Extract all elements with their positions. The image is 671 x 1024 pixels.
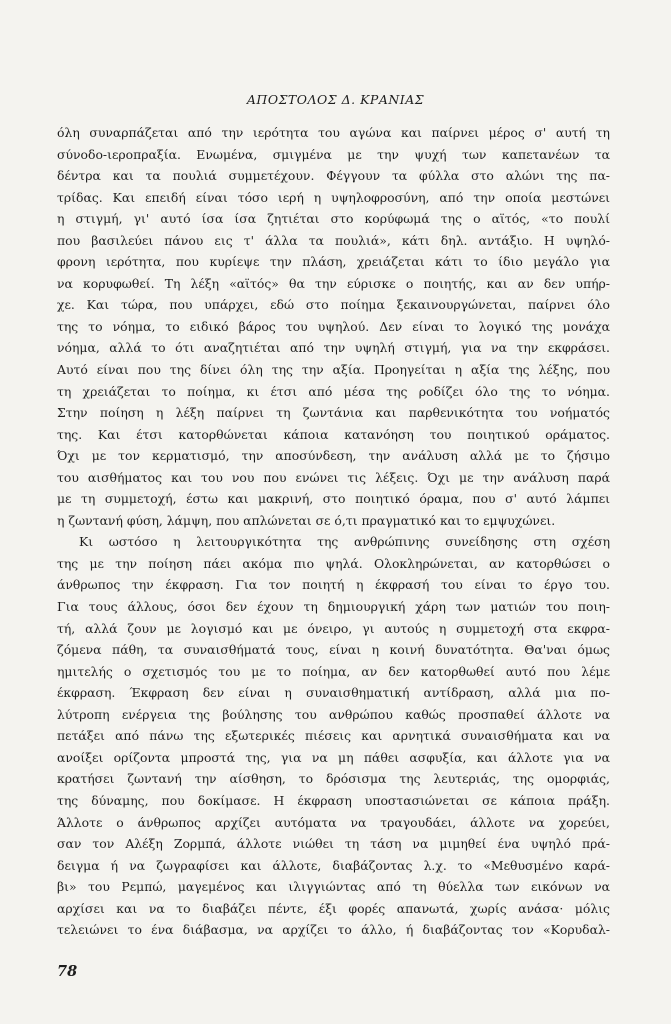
- body-text: [57, 122, 610, 941]
- text-line: όλη συναρπάζεται από την ιερότητα του αγώνα και παίρνει μέρος σ' αυτή τη: [57, 125, 610, 140]
- text-line: η ζωντανή φύση, λάμψη, που απλώνεται σε ό,τι πραγματικό και το εμψυχώνει.: [57, 512, 556, 528]
- text-line: Στην ποίηση η λέξη παίρνει τη ζωντάνια και παρθενικότητα του νοήματός: [57, 405, 610, 421]
- text-line: σαν τον Αλέξη Ζορμπά, άλλοτε νιώθει τη τάση να μιμηθεί ένα υψηλό πρά-: [57, 836, 610, 852]
- text-line: δειγμα ή να ζωγραφίσει και άλλοτε, διαβάζοντας λ.χ. το «Μεθυσμένο καρά-: [57, 857, 610, 873]
- text-line: τη χρειάζεται το ποίημα, κι έτσι από μέσα της ροδίζει όλο της το νόημα.: [57, 383, 610, 399]
- text-line: κρατήσει ζωντανή την αίσθηση, το δρόσισμα της λευτεριάς, της ομορφιάς,: [57, 771, 610, 787]
- text-line: Για τους άλλους, όσοι δεν έχουν τη δημιουργική χάρη των ματιών του ποιη-: [57, 599, 610, 615]
- text-line: ημιτελής ο σχετισμός του με το ποίημα, αν δεν κατορθωθεί αυτό που λέμε: [57, 663, 610, 679]
- text-line: σύνοδο-ιεροπραξία. Ενωμένα, σμιγμένα με την ψυχή των καπετανέων τα: [57, 146, 610, 162]
- text-line: Άλλοτε ο άνθρωπος αρχίζει αυτόματα να τραγουδάει, άλλοτε να χορεύει,: [57, 814, 610, 830]
- text-line: νόημα, αλλά το ότι αναζητιέται από την υψηλή στιγμή, για να την εκφράσει.: [57, 340, 610, 356]
- text-line: να κορυφωθεί. Τη λέξη «αϊτός» θα την εύρισκε ο ποιητής, και αν δεν υπήρ-: [57, 275, 610, 291]
- text-line: Αυτό είναι που της δίνει όλη της την αξία. Προηγείται η αξία της λέξης, που: [57, 362, 610, 378]
- text-line: αρχίσει και να το διαβάζει πέντε, έξι φορές απανωτά, χωρίς ανάσα· μόλις: [57, 900, 610, 916]
- text-line: η στιγμή, γι' αυτό ίσα ίσα ζητιέται στο κορύφωμά της ο αϊτός, «το πουλί: [57, 211, 610, 227]
- running-header: ΑΠΟΣΤΟΛΟΣ Δ. ΚΡΑΝΙΑΣ: [246, 92, 425, 107]
- text-line: Κι ωστόσο η λειτουργικότητα της ανθρώπινης συνείδησης στη σχέση: [79, 534, 610, 550]
- text-line: τελειώνει το ένα διάβασμα, να αρχίζει το άλλο, ή διαβάζοντας τον «Κορυδαλ-: [57, 922, 610, 938]
- text-line: ζόμενα πάθη, τα συναισθήματά τους, είναι η κοινή δυνατότητα. Θα'ναι όμως: [57, 642, 610, 658]
- text-line: βι» του Ρεμπώ, μαγεμένος και ιλιγγιώντας από τη θύελλα των εικόνων να: [57, 879, 610, 895]
- text-line: χε. Και τώρα, που υπάρχει, εδώ στο ποίημα ξεκαινουργώνεται, παίρνει όλο: [57, 297, 610, 313]
- text-line: πετάξει από πάνω της εξωτερικές πιέσεις και αρνητικά συναισθήματα και να: [57, 728, 610, 744]
- text-line: της με την ποίηση πάει ακόμα πιο ψηλά. Ολοκληρώνεται, αν κατορθώσει ο: [57, 555, 610, 571]
- text-line: που βασιλεύει πάνου εις τ' άλλα τα πουλιά», κάτι δηλ. αντάξιο. Η υψηλό-: [57, 232, 610, 248]
- text-line: με τη συμμετοχή, έστω και μακρινή, στο ποιητικό όραμα, που σ' αυτό λάμπει: [57, 491, 610, 507]
- text-line: ανοίξει ορίζοντα μπροστά της, για να μη πάθει ασφυξία, και άλλοτε για να: [57, 749, 610, 765]
- page-number: 78: [57, 963, 78, 980]
- text-line: δέντρα και τα πουλιά συμμετέχουν. Φέγγουν τα φύλλα στο αλώνι της πα-: [57, 168, 610, 184]
- text-line: τρίδας. Και επειδή είναι τόσο ιερή η υψηλοφροσύνη, από την οποία μεστώνει: [57, 189, 610, 205]
- text-line: της δύναμης, που δοκίμασε. Η έκφραση υποστασιώνεται σε κάποια πράξη.: [57, 792, 610, 808]
- text-line: της το νόημα, το ειδικό βάρος του υψηλού. Δεν είναι το λογικό της μονάχα: [57, 318, 610, 334]
- text-line: άνθρωπος την έκφραση. Για τον ποιητή η έκφρασή του είναι το έργο του.: [57, 577, 610, 593]
- text-line: τή, αλλά ζουν με λογισμό και με όνειρο, γι αυτούς η συμμετοχή στα εκφρα-: [57, 620, 610, 636]
- text-line: Όχι με τον κερματισμό, την αποσύνδεση, την ανάλυση αλλά με το ζήσιμο: [57, 448, 610, 464]
- text-line: λύτροπη ενέργεια της βούλησης του ανθρώπου καθώς προσπαθεί άλλοτε να: [57, 706, 610, 722]
- text-line: του αισθήματος και του νου που ενώνει τις λέξεις. Όχι με την ανάλυση παρά: [57, 469, 610, 485]
- text-line: φρονη ιερότητα, που κυρίεψε την πλάση, χρειάζεται κάτι το ίδιο μεγάλο για: [57, 254, 610, 270]
- text-line: έκφραση. Έκφραση δεν είναι η συναισθηματική αντίδραση, αλλά μια πο-: [57, 685, 610, 701]
- text-line: της. Και έτσι κατορθώνεται κάποια κατανόηση του ποιητικού οράματος.: [57, 426, 610, 442]
